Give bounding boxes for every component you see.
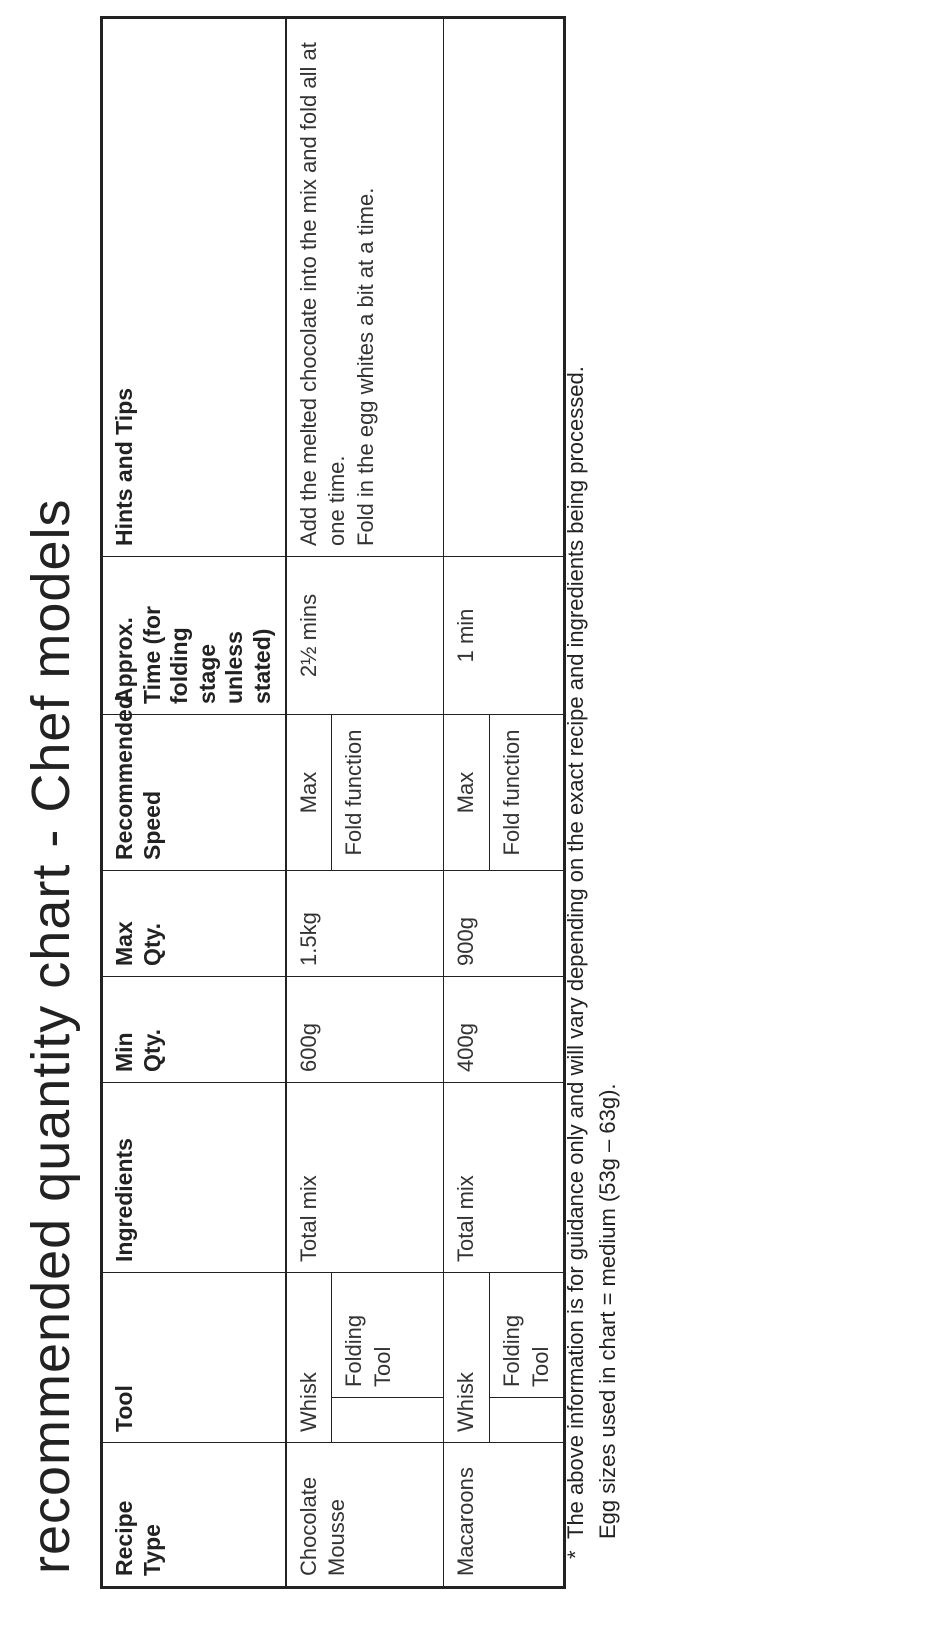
tool-cell: Folding Tool	[332, 1273, 444, 1398]
recipe-type-cell: Macaroons	[444, 1443, 565, 1588]
header-ingredients: Ingredients	[102, 1083, 286, 1273]
speed-cell: Fold function	[490, 715, 565, 871]
min-qty-cell: 600g	[286, 977, 444, 1083]
header-hints: Hints and Tips	[102, 18, 286, 557]
hint-line: Add the melted chocolate into the mix and fold all at one time.	[295, 42, 350, 546]
speed-cell: Max	[444, 715, 490, 871]
time-cell: 2½ mins	[286, 557, 444, 715]
speed-cell: Max	[286, 715, 332, 871]
max-qty-cell: 900g	[444, 871, 565, 977]
hints-cell	[444, 18, 565, 557]
footnote-line: Egg sizes used in chart = medium (53g – 63g).	[595, 1083, 620, 1539]
header-max-qty: Max Qty.	[102, 871, 286, 977]
tool-spacer-cell	[490, 1398, 565, 1443]
table-row	[286, 18, 332, 1588]
header-tool: Tool	[102, 1273, 286, 1443]
header-min-qty: Min Qty.	[102, 977, 286, 1083]
max-qty-cell: 1.5kg	[286, 871, 444, 977]
hint-line: Fold in the egg whites a bit at a time.	[352, 187, 378, 546]
time-cell: 1 min	[444, 557, 565, 715]
ingredients-cell: Total mix	[286, 1083, 444, 1273]
tool-spacer-cell	[332, 1398, 444, 1443]
page-title: recommended quantity chart - Chef models	[21, 498, 81, 1574]
min-qty-cell: 400g	[444, 977, 565, 1083]
table-header-row	[102, 18, 286, 1588]
header-speed: Recommended Speed	[102, 715, 286, 871]
table-row	[444, 18, 490, 1588]
quantity-chart-table	[100, 16, 566, 1589]
tool-cell: Whisk	[286, 1273, 332, 1443]
header-recipe-type: Recipe Type	[102, 1443, 286, 1588]
ingredients-cell: Total mix	[444, 1083, 565, 1273]
footnote	[560, 366, 624, 1559]
hints-cell	[286, 18, 444, 557]
header-time: Approx. Time (for folding stage unless stated)	[102, 557, 286, 715]
footnote-marker: *	[563, 1550, 588, 1559]
speed-cell: Fold function	[332, 715, 444, 871]
tool-cell: Whisk	[444, 1273, 490, 1443]
recipe-type-cell: Chocolate Mousse	[286, 1443, 444, 1588]
footnote-line: The above information is for guidance only and will vary depending on the exact recipe and ingredients being processed.	[563, 366, 588, 1539]
tool-cell: Folding Tool	[490, 1273, 565, 1398]
